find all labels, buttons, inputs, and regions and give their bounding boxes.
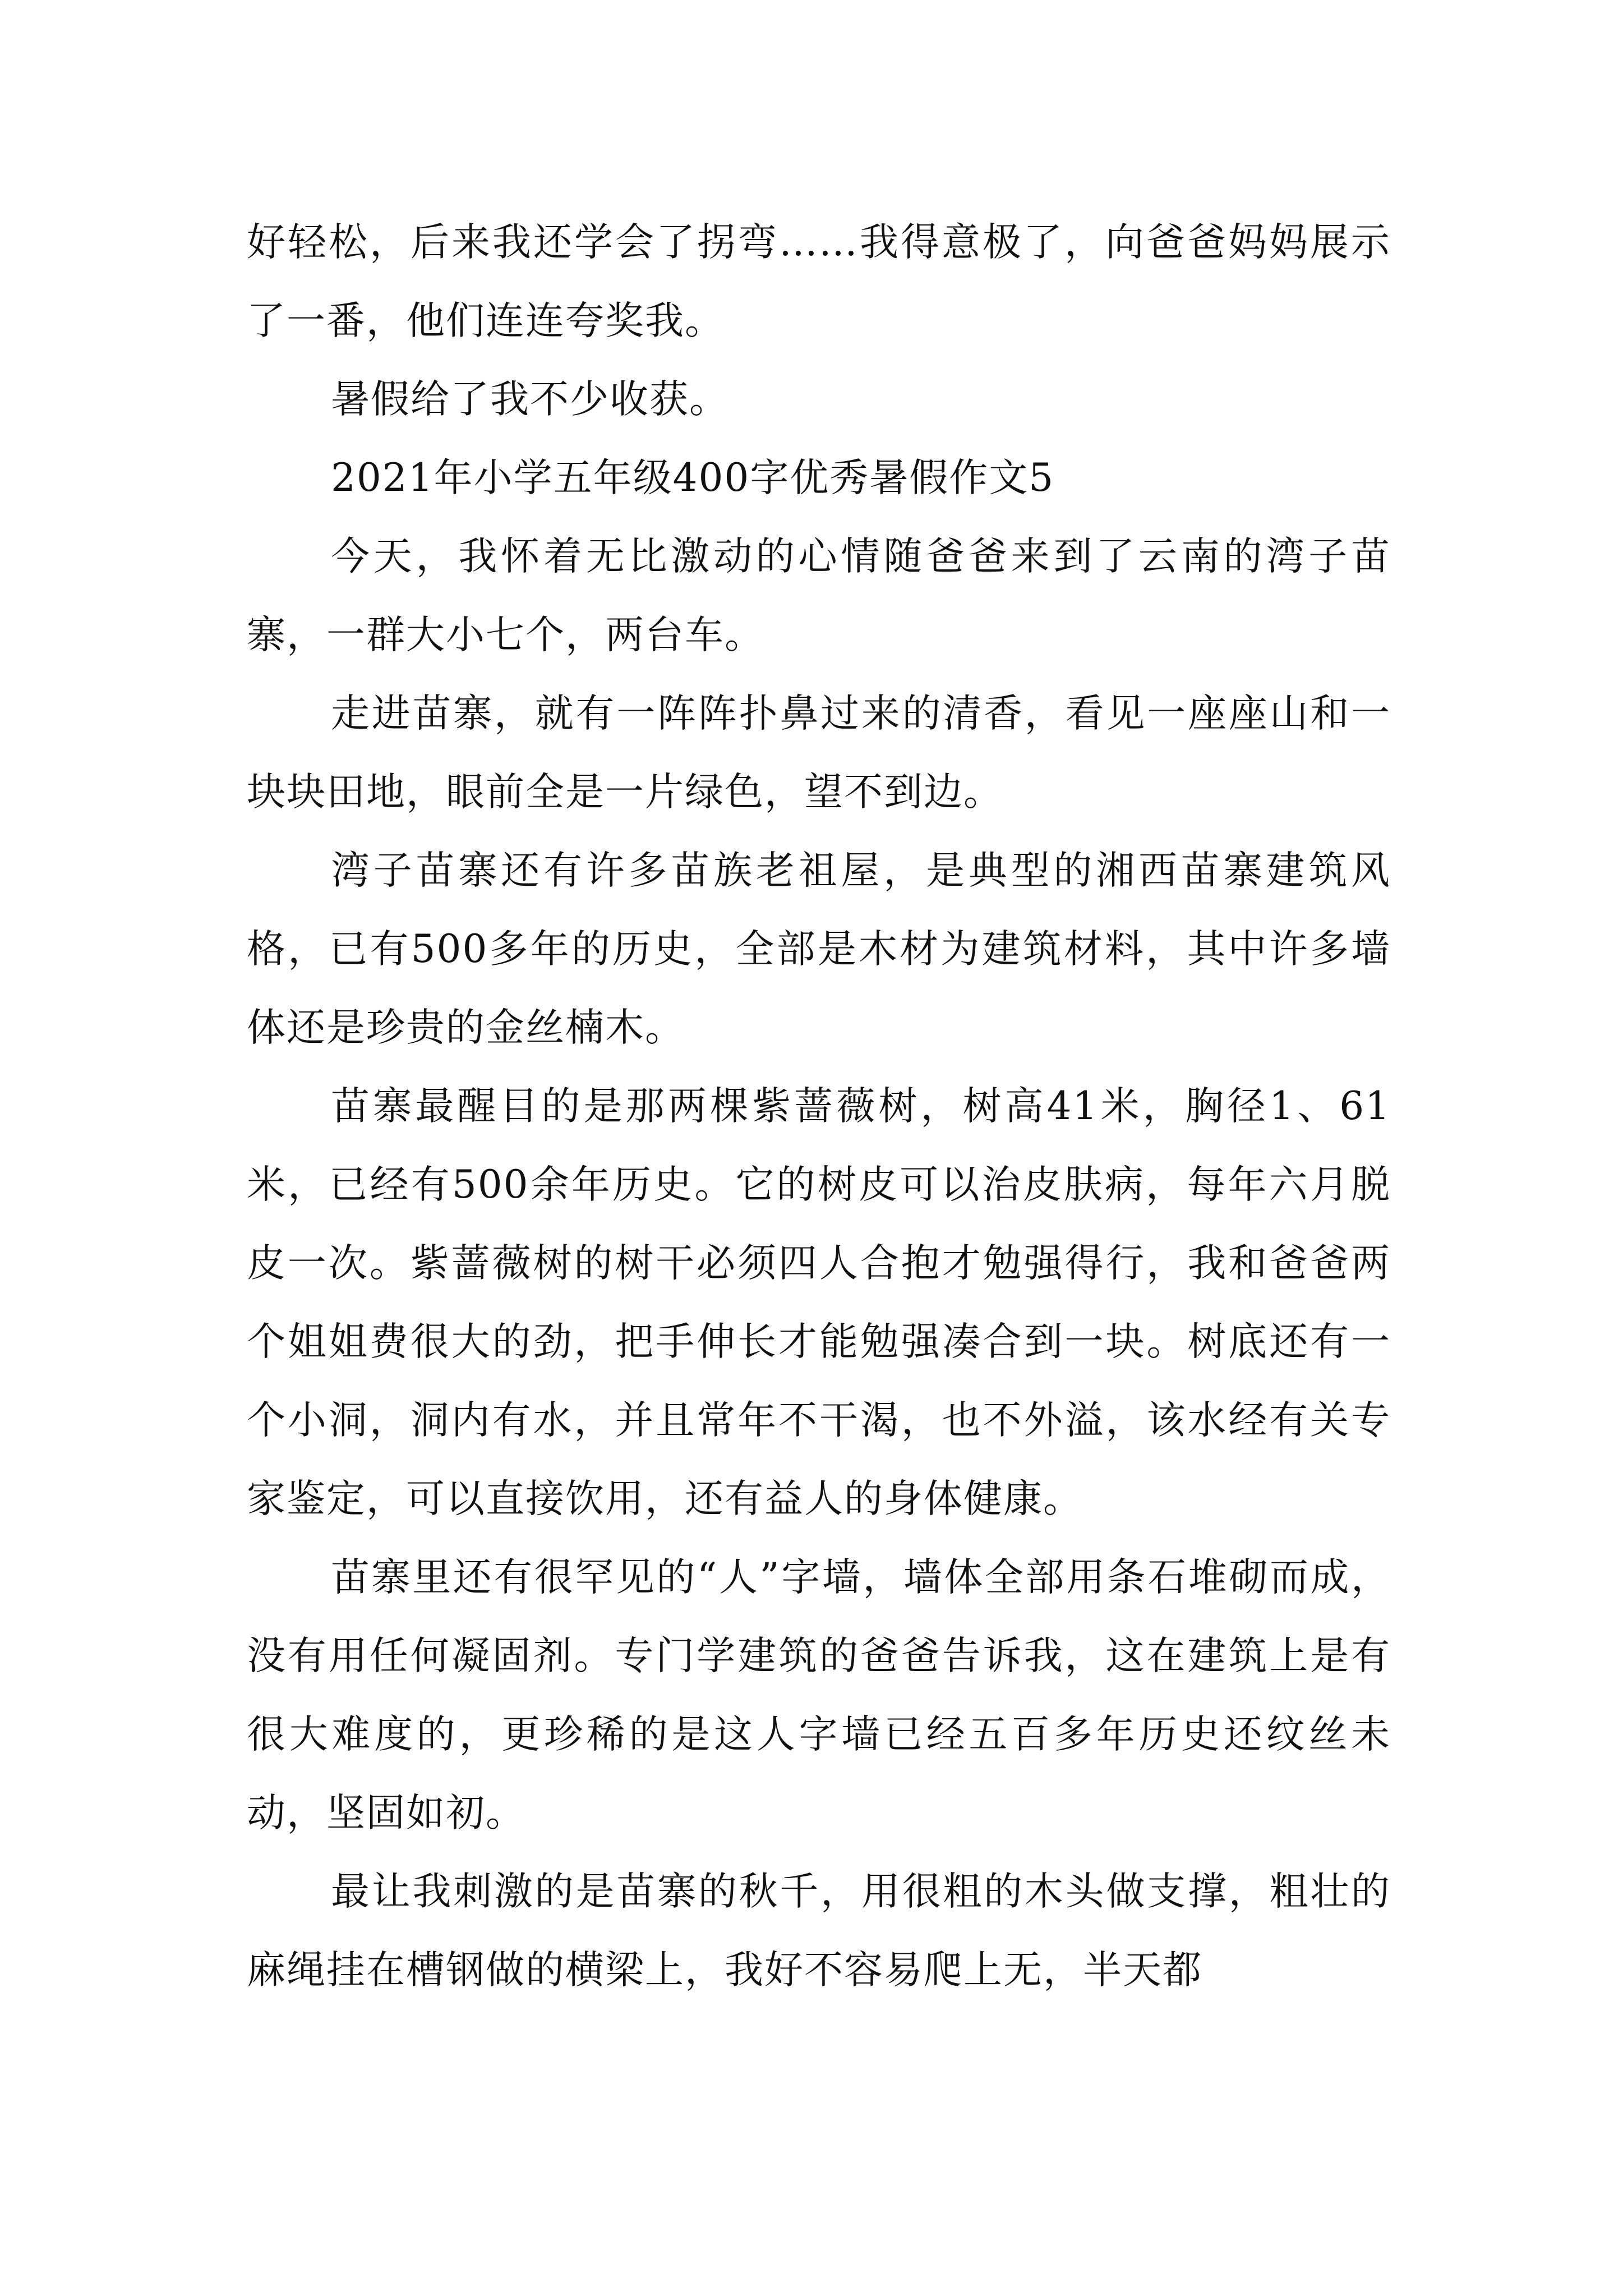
body-text: [247, 203, 1391, 2009]
paragraph-8: 最让我刺激的是苗寨的秋千，用很粗的木头做支撑，粗壮的麻绳挂在槽钢做的横梁上，我好不容易爬上无，半天都: [247, 1869, 1391, 1993]
paragraph-4: 走进苗寨，就有一阵阵扑鼻过来的清香，看见一座座山和一块块田地，眼前全是一片绿色，望不到边。: [247, 691, 1391, 815]
essay-title-5: 2021年小学五年级400字优秀暑假作文5: [331, 455, 1055, 500]
paragraph-5: 湾子苗寨还有许多苗族老祖屋，是典型的湘西苗寨建筑风格，已有500多年的历史，全部是木材为建筑材料，其中许多墙体还是珍贵的金丝楠木。: [247, 848, 1391, 1050]
paragraph-3: 今天，我怀着无比激动的心情随爸爸来到了云南的湾子苗寨，一群大小七个，两台车。: [247, 534, 1391, 657]
paragraph-2: 暑假给了我不少收获。: [331, 377, 729, 422]
paragraph-6: 苗寨最醒目的是那两棵紫蔷薇树，树高41米，胸径1、61米，已经有500余年历史。它的树皮可以治皮肤病，每年六月脱皮一次。紫蔷薇树的树干必须四人合抱才勉强得行，我和爸爸两个姐姐费很大的劲，把手伸长才能勉强凑合到一块。树底还有一个小洞，洞内有水，并且常年不干渴，也不外溢，该水经有关专家鉴定，可以直接饮用，还有益人的身体健康。: [247, 1084, 1391, 1521]
paragraph-7: 苗寨里还有很罕见的“人”字墙，墙体全部用条石堆砌而成，没有用任何凝固剂。专门学建筑的爸爸告诉我，这在建筑上是有很大难度的，更珍稀的是这人字墙已经五百多年历史还纹丝未动，坚固如初。: [247, 1555, 1391, 1835]
paragraph-1: 好轻松，后来我还学会了拐弯……我得意极了，向爸爸妈妈展示了一番，他们连连夸奖我。: [247, 220, 1391, 343]
